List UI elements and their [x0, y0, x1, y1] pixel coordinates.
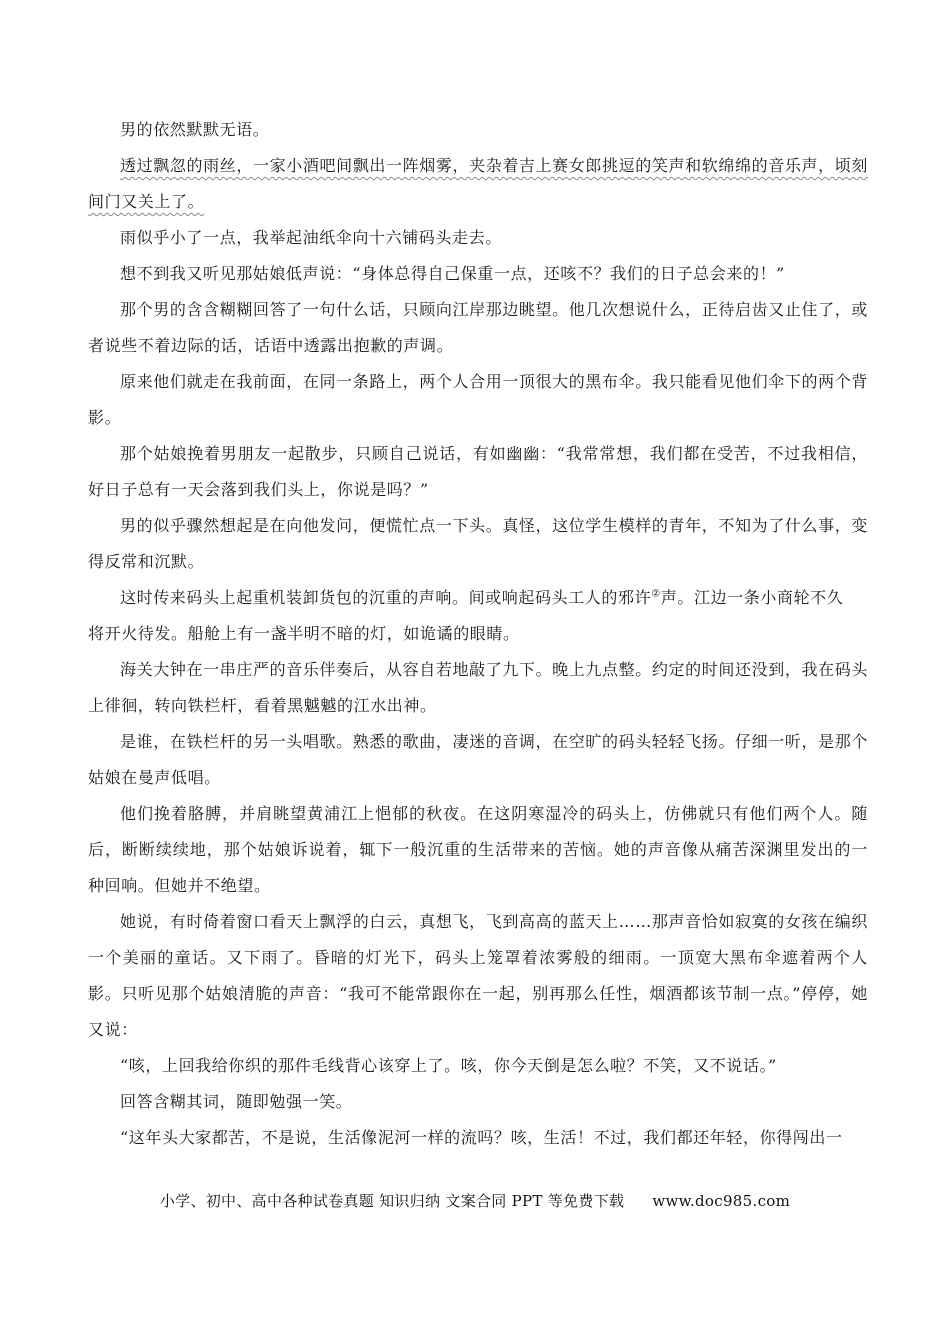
- footnote-marker: ②: [651, 588, 661, 600]
- paragraph: 他们挽着胳膊，并肩眺望黄浦江上悒郁的秋夜。在这阴寒湿冷的码头上，仿佛就只有他们两个人。随后，断断续续地，那个姑娘诉说着，辄下一般沉重的生活带来的苦恼。她的声音像从痛苦深渊里发出的一种回响。但她并不绝望。: [88, 804, 868, 895]
- paragraph: 她说，有时倚着窗口看天上飘浮的白云，真想飞，飞到高高的蓝天上……那声音恰如寂寞的女孩在编织一个美丽的童话。又下雨了。昏暗的灯光下，码头上笼罩着浓雾般的细雨。一顶宽大黑布伞遮着两个人影。只听见那个姑娘清脆的声音：“我可不能常跟你在一起，别再那么任性，烟酒都该节制一点。”停停，她又说：: [88, 912, 868, 1039]
- paragraph: 那个姑娘挽着男朋友一起散步，只顾自己说话，有如幽幽：“我常常想，我们都在受苦，不过我相信，好日子总有一天会落到我们头上，你说是吗？”: [88, 444, 868, 499]
- paragraph: 原来他们就走在我前面，在同一条路上，两个人合用一顶很大的黑布伞。我只能看见他们伞下的两个背影。: [88, 372, 868, 427]
- paragraph-text: 这时传来码头上起重机装卸货包的沉重的声响。间或响起码头工人的邪许: [120, 588, 652, 607]
- paragraph-underlined: [88, 148, 868, 220]
- paragraph: 男的似乎骤然想起是在向他发问，便慌忙点一下头。真怪，这位学生模样的青年，不知为了什么事，变得反常和沉默。: [88, 516, 868, 571]
- paragraph: 那个男的含含糊糊回答了一句什么话，只顾向江岸那边眺望。他几次想说什么，正待启齿又止住了，或者说些不着边际的话，话语中透露出抱歉的声调。: [88, 300, 868, 355]
- paragraph: “这年头大家都苦，不是说，生活像泥河一样的流吗？咳，生活！不过，我们都还年轻，你得闯出一: [120, 1128, 843, 1147]
- page-footer: [0, 1190, 950, 1211]
- paragraph-text: 声。江边一条小商轮不久: [660, 588, 844, 607]
- paragraph: 是谁，在铁栏杆的另一头唱歌。熟悉的歌曲，凄迷的音调，在空旷的码头轻轻飞扬。仔细一听，是那个姑娘在曼声低唱。: [88, 732, 868, 787]
- paragraph: 男的依然默默无语。: [120, 120, 270, 139]
- footer-url[interactable]: www.doc985.com: [652, 1192, 791, 1210]
- paragraph: 雨似乎小了一点，我举起油纸伞向十六铺码头走去。: [120, 228, 502, 247]
- paragraph: 海关大钟在一串庄严的音乐伴奏后，从容自若地敲了九下。晚上九点整。约定的时间还没到，我在码头上徘徊，转向铁栏杆，看着黑魆魆的江水出神。: [88, 660, 868, 715]
- footer-text: 小学、初中、高中各种试卷真题 知识归纳 文案合同 PPT 等免费下载: [159, 1192, 625, 1210]
- article-body: [88, 112, 868, 1156]
- paragraph: 回答含糊其词，随即勉强一笑。: [120, 1092, 353, 1111]
- paragraph: “咳，上回我给你织的那件毛线背心该穿上了。咳，你今天倒是怎么啦？不笑，又不说话。”: [120, 1056, 777, 1075]
- paragraph-continuation: 将开火待发。船舱上有一盏半明不暗的灯，如诡谲的眼睛。: [88, 624, 520, 643]
- paragraph: 想不到我又听见那姑娘低声说：“身体总得自己保重一点，还咳不？我们的日子总会来的！”: [120, 264, 785, 283]
- wavy-underlined-sentence: 透过飘忽的雨丝，一家小酒吧间飘出一阵烟雾，夹杂着吉上赛女郎挑逗的笑声和软绵绵的音乐声，顷刻间门又关上了。: [88, 156, 868, 211]
- paragraph-with-footnote: [88, 580, 868, 652]
